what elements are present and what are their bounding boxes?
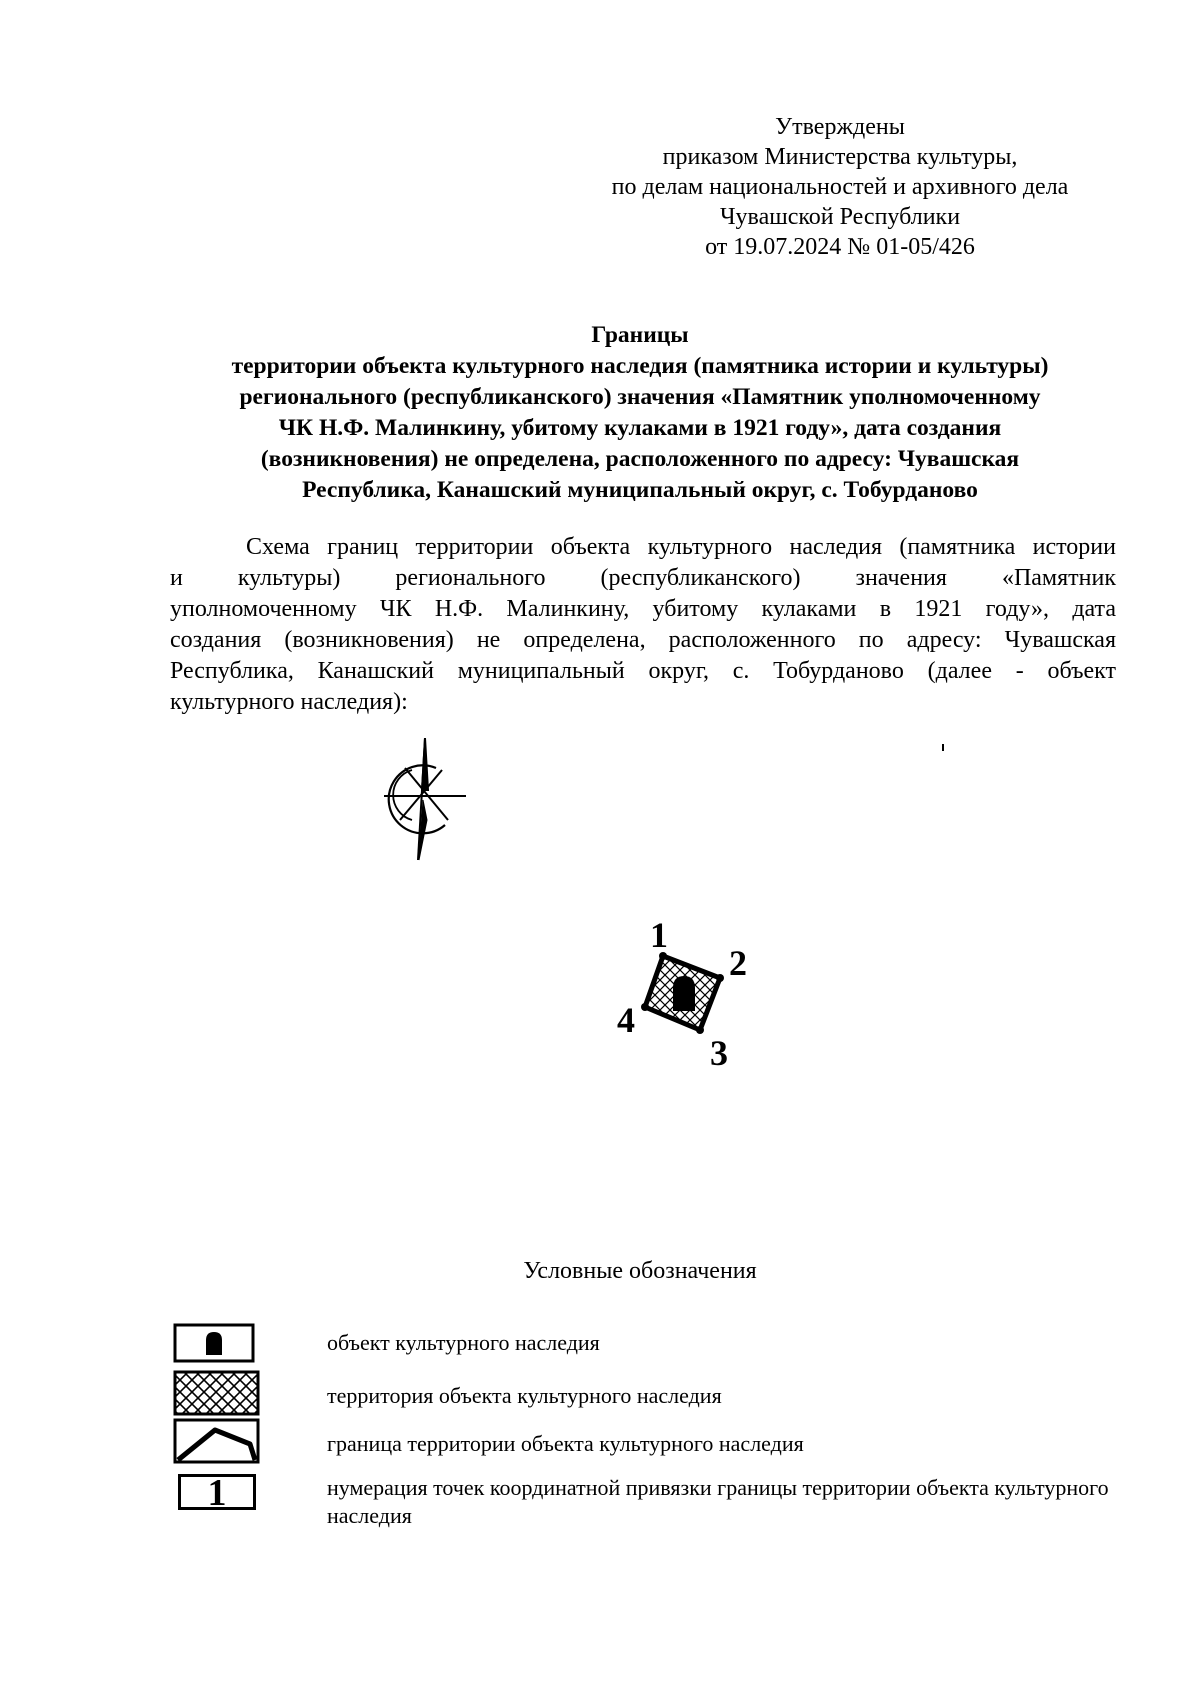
paragraph-line: уполномоченному ЧК Н.Ф. Малинкину, убитому кулаками в 1921 году», дата <box>170 596 1116 622</box>
stray-mark <box>942 744 944 751</box>
approval-line: по делам национальностей и архивного дела <box>611 174 1069 200</box>
legend-symbol-boundary <box>175 1420 258 1462</box>
title-line: (возникновения) не определена, расположенного по адресу: Чувашская <box>260 446 1020 472</box>
title-line: территории объекта культурного наследия (памятника истории и культуры) <box>231 353 1049 379</box>
paragraph-line: Республика, Канашский муниципальный округ, с. Тобурданово (далее - объект <box>170 658 1116 684</box>
title-line: Республика, Канашский муниципальный округ, с. Тобурданово <box>302 477 978 503</box>
paragraph-line: Схема границ территории объекта культурного наследия (памятника истории <box>246 534 1116 560</box>
approval-line: Чувашской Республики <box>719 204 961 230</box>
approval-date-line: от 19.07.2024 № 01-05/426 <box>705 234 975 260</box>
approval-line: Утверждены <box>775 114 905 140</box>
paragraph-line: и культуры) регионального (республиканского) значения «Памятник <box>170 565 1116 591</box>
point-label-2: 2 <box>729 943 747 983</box>
point-label-1: 1 <box>650 915 668 955</box>
paragraph-line: создания (возникновения) не определена, расположенного по адресу: Чувашская <box>170 627 1116 653</box>
legend-symbol-territory <box>175 1372 258 1414</box>
legend-symbol-numbering: 1 <box>178 1474 256 1510</box>
title-line: ЧК Н.Ф. Малинкину, убитому кулаками в 1921 году», дата создания <box>278 415 1002 441</box>
boundary-point-marker <box>716 974 724 982</box>
legend-label-boundary: граница территории объекта культурного наследия <box>327 1431 804 1456</box>
point-label-4: 4 <box>617 1000 635 1040</box>
title-line: регионального (республиканского) значения «Памятник уполномоченному <box>239 384 1041 410</box>
approval-line: приказом Министерства культуры, <box>662 144 1018 170</box>
boundary-point-marker <box>641 1003 649 1011</box>
boundary-point-marker <box>696 1026 704 1034</box>
north-arrow-icon <box>384 738 466 860</box>
legend-label-object: объект культурного наследия <box>327 1330 600 1355</box>
title-line: Границы <box>591 322 689 348</box>
legend-label-numbering: нумерация точек координатной привязки границы территории объекта культурного наследия <box>327 1475 1109 1528</box>
monument-icon <box>673 976 695 1011</box>
territory-polygon <box>641 952 724 1034</box>
legend-label-territory: территория объекта культурного наследия <box>327 1383 722 1408</box>
paragraph-line: культурного наследия): <box>170 689 408 715</box>
legend-symbol-object <box>175 1325 253 1361</box>
point-label-3: 3 <box>710 1033 728 1073</box>
legend-title: Условные обозначения <box>523 1258 757 1284</box>
